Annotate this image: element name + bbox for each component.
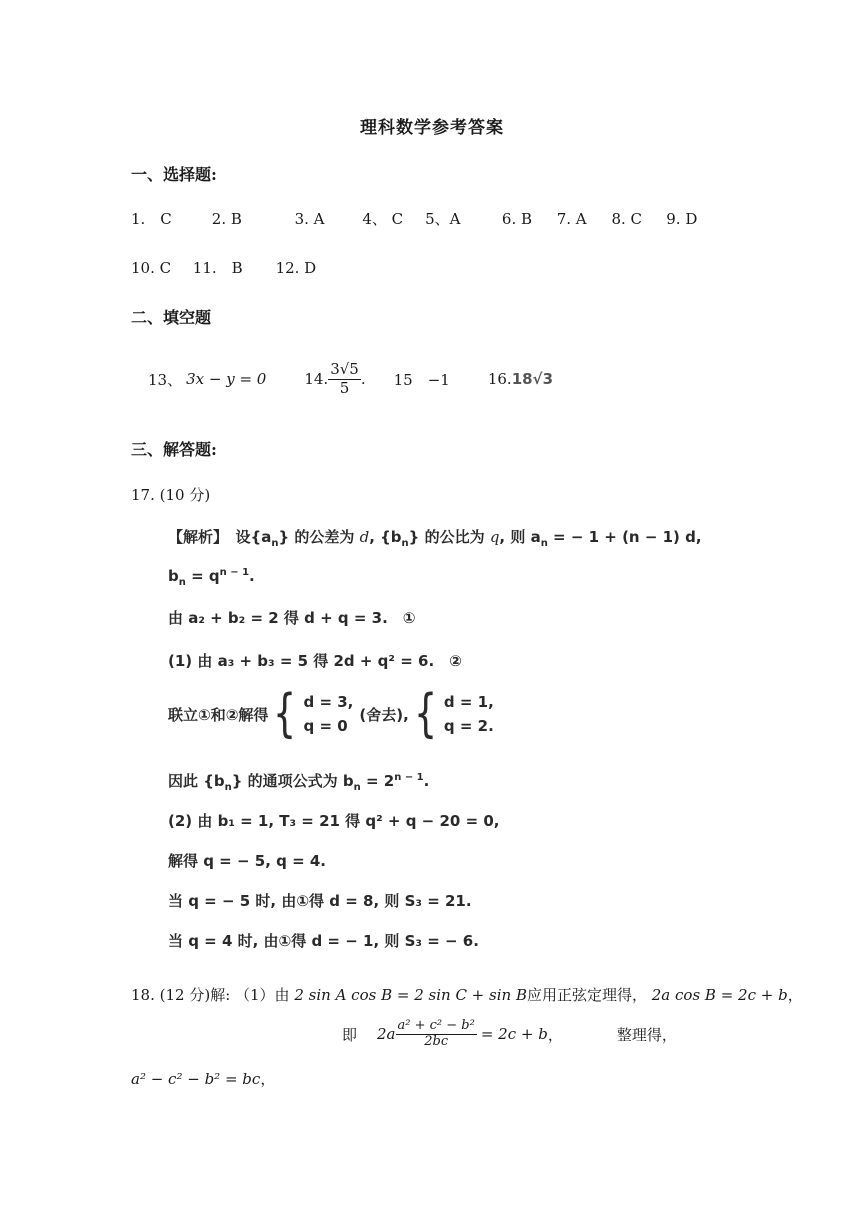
q17-analysis-tag: 【解析】 设 <box>168 528 251 546</box>
q17-general-term: } 的通项公式为 b <box>231 772 354 790</box>
q18-ie: 即 <box>342 1025 358 1044</box>
q17-system-2: { d = 1, q = 2. <box>413 684 494 744</box>
q17-var-d: d <box>359 528 370 546</box>
q18-comma-3: ， <box>260 1070 276 1088</box>
answer-10: 10. C <box>131 259 172 277</box>
q17-text: } 的公差为 <box>278 528 355 546</box>
section-1-heading: 一、选择题: <box>131 165 217 184</box>
answer-13-expr: 3x − y = 0 <box>186 370 267 388</box>
q17-line-1: 【解析】 设$\{a_n\}$ 的公差为 d, $\{b_n\}$ 的公比为 q, 则 $a_n$ = − 1 + (n − 1) d, <box>168 528 702 549</box>
q18-intro: 解: （1）由 <box>210 986 290 1004</box>
fill-answers-row <box>148 356 553 402</box>
section-2-heading: 二、填空题 <box>131 308 212 327</box>
q17-bn: b <box>168 567 179 585</box>
q18-rhs: = 2c + b <box>480 1025 548 1043</box>
q17-line-10: 当 q = 4 时, 由①得 d = − 1, 则 S₃ = − 6. <box>168 932 479 950</box>
q17-line-8: 解得 q = − 5, q = 4. <box>168 852 327 870</box>
q17-line-3: 由 a₂ + b₂ = 2 得 d + q = 3. ① <box>168 609 416 627</box>
answer-14-denominator: 5 <box>339 378 350 397</box>
q18-simplify: 整理得， <box>616 1025 677 1044</box>
answer-3: 3. A <box>294 210 325 228</box>
q17-line-2: $b_n = q^{n - 1}$. <box>168 567 255 588</box>
answer-6: 6. B <box>501 210 533 228</box>
answer-14-label: 14. <box>304 370 329 388</box>
answer-11: 11. B <box>192 259 243 277</box>
answer-15: 15 −1 <box>393 370 450 389</box>
q17-system-1: { d = 3, q = 0 <box>273 684 354 744</box>
q17-system-1-row-2: q = 0 <box>303 717 348 735</box>
answer-8: 8. C <box>611 210 643 228</box>
section-3-heading: 三、解答题: <box>131 440 217 459</box>
q18-2a: 2a <box>377 1025 396 1043</box>
q17-system-2-row-1: d = 1, <box>443 693 494 711</box>
answer-7: 7. A <box>556 210 587 228</box>
q18-equation-2: 2a cos B = 2c + b <box>651 986 788 1004</box>
answer-16-value: 18√3 <box>511 370 554 388</box>
q17-line-9: 当 q = − 5 时, 由①得 d = 8, 则 S₃ = 21. <box>168 892 472 910</box>
answer-5: 5、A <box>425 210 461 228</box>
q18-equation-1: 2 sin A cos B = 2 sin C + sin B <box>294 986 527 1004</box>
q18-fraction-numerator: a² + c² − b² <box>397 1017 475 1033</box>
q17-period: . <box>249 567 255 585</box>
answer-14-fraction <box>328 361 361 397</box>
q18-comma: ， <box>787 986 803 1004</box>
mc-answers-row-2 <box>131 257 316 278</box>
q18-result: a² − c² − b² = bc <box>131 1070 261 1088</box>
q17-line-6: 因此 $\{b_n\}$ 的通项公式为 $b_n = 2^{n - 1}$. <box>168 772 430 793</box>
q18-fraction-denominator: 2bc <box>424 1033 449 1049</box>
answer-14-tail: . <box>360 370 366 388</box>
answer-13-label: 13、 <box>148 370 183 389</box>
q17-seq-b: , {b <box>369 528 402 546</box>
q17-hence: 因此 {b <box>168 772 225 790</box>
q17-var-q: q <box>489 528 500 546</box>
q17-formula-an: = − 1 + (n − 1) d, <box>547 528 702 546</box>
q17-bn-eq: = q <box>185 567 220 585</box>
question-17-label: 17. (10 分) <box>131 486 211 504</box>
q18-line-2 <box>342 1010 677 1058</box>
q17-line-7: (2) 由 b₁ = 1, T₃ = 21 得 q² + q − 20 = 0, <box>168 812 500 830</box>
q17-system-2-row-2: q = 2. <box>443 717 494 735</box>
q17-discard: (舍去), <box>359 705 409 724</box>
q17-two: = 2 <box>360 772 395 790</box>
q17-text-3: , 则 a <box>499 528 541 546</box>
q17-period-2: . <box>423 772 430 790</box>
answer-12: 12. D <box>275 259 317 277</box>
page-title: 理科数学参考答案 <box>360 118 504 138</box>
q18-line-3 <box>131 1068 275 1089</box>
q17-seq-a: {a <box>250 528 272 546</box>
q17-system-1-row-1: d = 3, <box>303 693 354 711</box>
answer-9: 9. D <box>666 210 698 228</box>
q17-text-2: } 的公比为 <box>408 528 485 546</box>
q18-sine-rule: 应用正弦定理得， <box>526 986 647 1004</box>
mc-answers-row-1 <box>131 208 697 229</box>
question-18-label: 18. (12 分) <box>131 986 211 1004</box>
q17-line-5 <box>168 684 494 744</box>
answer-1: 1. C <box>131 210 172 228</box>
answer-4: 4、 C <box>362 210 404 228</box>
q18-line-1 <box>131 984 803 1005</box>
answer-2: 2. B <box>211 210 242 228</box>
q17-line-4: (1) 由 a₃ + b₃ = 5 得 2d + q² = 6. ② <box>168 652 462 670</box>
q18-cosine-fraction <box>396 1019 477 1050</box>
answer-16-label: 16. <box>487 370 512 388</box>
answer-14-numerator: 3√5 <box>330 360 359 379</box>
q17-solve-text: 联立①和②解得 <box>168 705 269 724</box>
q18-comma-2: ， <box>547 1025 563 1044</box>
